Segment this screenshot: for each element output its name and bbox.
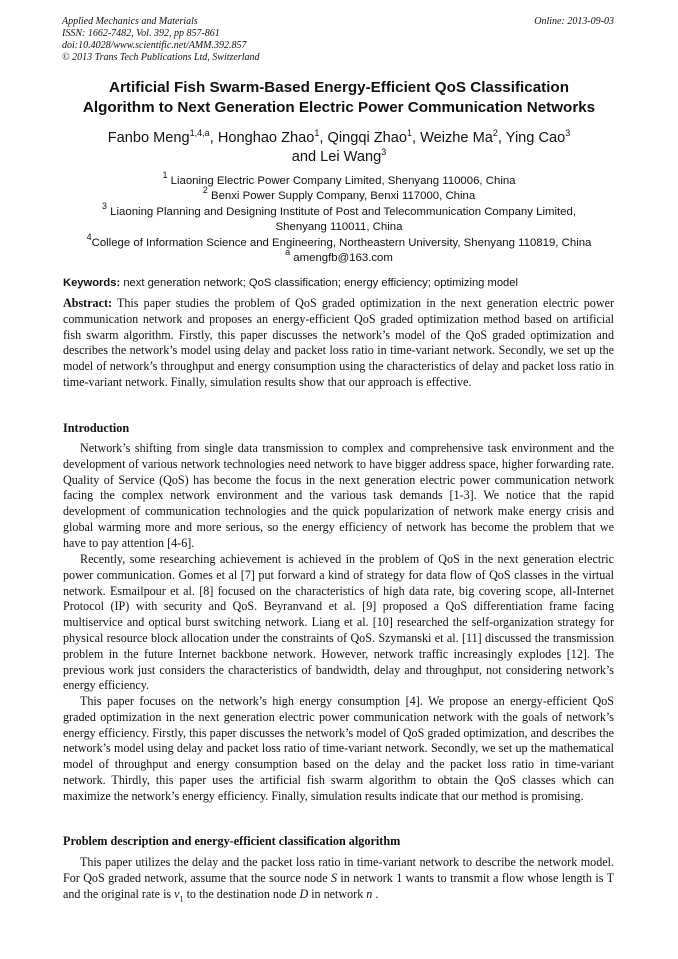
math-var-s: S	[330, 870, 338, 885]
affiliation: $^3$ Liaoning Planning and Designing Institute of Post and Telecommunication Company Limited,	[101, 200, 576, 218]
keywords-label: Keywords:	[63, 277, 121, 289]
author-list	[40, 129, 638, 167]
abstract-text: This paper studies the problem of QoS graded optimization in the next generation electric power communication network and proposes an energy-efficient QoS graded optimization method based on artificial fish swarm algorithm. Firstly, this paper discusses the network’s model of the QoS graded optimization and describes the network’s model using delay and packet loss ratio in time-variant network. Secondly, we set up the model of network’s throughput and energy consumption using the characteristics of delay and packet loss ratio in time-variant network. Finally, simulation results show that our approach is effective.	[63, 296, 614, 389]
author-name: Honghao Zhao	[217, 130, 315, 146]
section-heading-introduction: Introduction	[63, 421, 130, 435]
copyright-line: © 2013 Trans Tech Publications Ltd, Switzerland	[62, 52, 260, 63]
keywords	[63, 276, 623, 290]
issn-line: ISSN: 1662-7482, Vol. 392, pp 857-861	[62, 28, 220, 39]
affiliation-list	[40, 170, 638, 266]
doi-line[interactable]: doi:10.4028/www.scientific.net/AMM.392.857	[62, 40, 247, 51]
title-line-2: Algorithm to Next Generation Electric Power Communication Networks	[82, 99, 596, 116]
journal-name: Applied Mechanics and Materials	[62, 16, 198, 27]
corresponding-email[interactable]: $^a$ amengfb@163.com	[285, 247, 393, 265]
affiliation: $^4$College of Information Science and Engineering, Northeastern University, Shenyang 110819, China	[86, 231, 592, 249]
affiliation: $^1$ Liaoning Electric Power Company Limited, Shenyang 110006, China	[162, 170, 516, 187]
section-heading-problem: Problem description and energy-efficient classification algorithm	[63, 834, 401, 848]
author-name: Weizhe Ma	[420, 130, 493, 146]
online-date: Online: 2013-09-03	[534, 16, 614, 27]
math-var-v: v	[174, 886, 180, 901]
abstract	[63, 296, 614, 391]
math-var-n: n	[366, 886, 373, 901]
authors-line-1: Fanbo Meng$^{1,4,a}$, Honghao Zhao$^1$, Qingqi Zhao$^1$, Weizhe Ma$^2$, Ying Cao$^3$	[107, 128, 571, 146]
author-name: Ying Cao	[505, 130, 566, 146]
paragraph: Recently, some researching achievement is achieved in the problem of QoS in the next generation electric power communication. Gomes et al [7] put forward a kind of strategy for data flow of QoS classes in the virtual network. Esmailpour et al. [8] focused on the characteristics of high data rate, big covering scope, all-Internet Protocol (IP) with security and QoS. Beyranvand et al. [9] proposed a QoS differentiation frame facing multiservice and optical burst switching network. Liang et al. [10] researched the self-organization strategy for physical resource block allocation under the constraints of QoS. Szymanski et al. [11] discussed the transmission problem in the future Internet backbone network. However, network traffic increasingly explodes [12]. The previous work just considers the characteristics of bandwidth, delay and throughput, not considering network’s energy efficiency.	[63, 552, 614, 693]
paragraph: This paper focuses on the network’s high energy consumption [4]. We propose an energy-efficient QoS graded optimization in the next generation electric power communication network with the goals of network’s energy efficiency. Firstly, this paper discusses the network’s model of QoS graded optimization, and describes the network’s model using delay and packet loss ratio of time-variant network. Secondly, we set up the mathematical model of throughput and energy consumption based on the delay and the packet loss ratio in time-variant network. Thirdly, this paper uses the artificial fish swarm algorithm to obtain the QoS classes which can maximize the network’s energy efficiency. Finally, simulation results indicate that our method is promising.	[63, 694, 614, 803]
author-name: Qingqi Zhao	[327, 130, 408, 146]
author-name: Fanbo Meng	[107, 130, 190, 146]
affiliation: $^2$ Benxi Power Supply Company, Benxi 117000, China	[202, 185, 476, 203]
author-affiliation-mark: 1	[314, 128, 320, 138]
title-line-1: Artificial Fish Swarm-Based Energy-Efficient QoS Classification	[109, 79, 569, 96]
authors-line-2	[40, 148, 638, 167]
running-header	[62, 16, 614, 64]
author-affiliation-mark: 3	[381, 147, 387, 157]
author-name: Lei Wang	[320, 149, 382, 165]
authors-and: and	[291, 149, 317, 165]
author-affiliation-mark: 1	[407, 128, 413, 138]
math-var-d: D	[299, 886, 309, 901]
affiliation: Shenyang 110011, China	[275, 221, 403, 234]
keywords-text: next generation network; QoS classification; energy efficiency; optimizing model	[123, 277, 518, 289]
paper-title	[40, 78, 638, 118]
author-affiliation-mark: 2	[492, 128, 498, 138]
author-affiliation-mark: 1,4,a	[189, 128, 210, 138]
author-affiliation-mark: 3	[565, 128, 571, 138]
paragraph: This paper utilizes the delay and the packet loss ratio in time-variant network to describe the network model. For QoS graded network, assume that the source node S in network 1 wants to transmit a flow whose length is T and the original rate is $v_1$ to the destination node D in network n .	[63, 855, 614, 903]
abstract-label: Abstract:	[63, 296, 113, 310]
paragraph: Network’s shifting from single data transmission to complex and comprehensive task environment and the development of various network technologies need network to have bigger address space, higher forwarding rate. Quality of Service (QoS) has become the focus in the next generation electric power communication network facing the complex network environment and the various task demands [1-3]. We notice that the rapid development of communication technologies and the quick popularization of network make energy crisis and global warming more and more serious, so the energy efficiency of network has become the problem that we have to pay attention [4-6].	[63, 441, 614, 550]
